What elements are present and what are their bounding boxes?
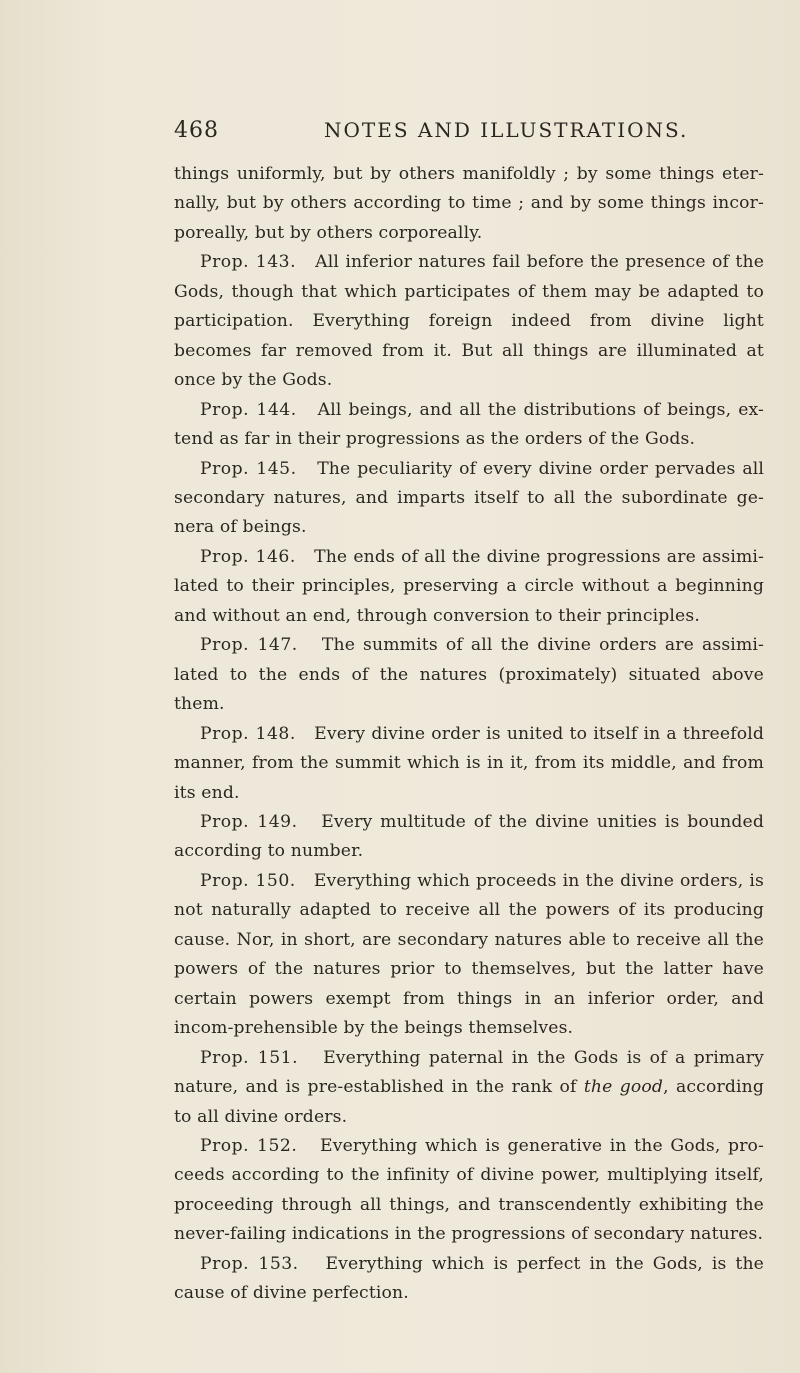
paragraph-prop-147 <box>174 631 764 719</box>
paragraph-text: Everything which is perfect in the Gods, is the cause of divine perfection. <box>174 1253 764 1304</box>
paragraph-prop-146 <box>174 543 764 631</box>
prop-label: Prop. 148. <box>200 723 296 744</box>
prop-label: Prop. 147. <box>200 635 298 656</box>
paragraph-text: Every divine order is united to itself in a threefold manner, from the summit which is in it, from its middle, and from its end. <box>174 723 765 803</box>
prop-label: Prop. 150. <box>200 870 296 891</box>
prop-label: Prop. 149. <box>200 811 298 832</box>
running-head <box>174 118 764 148</box>
paragraph-text: The summits of all the divine orders are assimi-lated to the ends of the natures (proximately) situated above them. <box>174 635 764 715</box>
paragraph-text: The peculiarity of every divine order pervades all secondary natures, and imparts itself to all the subordinate ge-nera of beings. <box>174 458 765 538</box>
paragraph-prop-152 <box>174 1132 764 1250</box>
body-text <box>174 160 764 1309</box>
italic-phrase: the good <box>583 1077 664 1098</box>
paragraph-prop-149 <box>174 808 764 867</box>
paragraph-text: Everything paternal in the Gods is of a primary nature, and is pre-established in the rank of <box>174 1047 765 1098</box>
prop-label: Prop. 143. <box>200 252 297 273</box>
page-number: 468 <box>174 118 219 143</box>
prop-label: Prop. 152. <box>200 1135 298 1156</box>
paragraph-text: All inferior natures fail before the presence of the Gods, though that which participates of them may be adapted to participation. Everything foreign indeed from divine light becomes far removed from it. But all things are illuminated at once by the Gods. <box>174 252 765 391</box>
paragraph-text: Every multitude of the divine unities is bounded according to number. <box>174 811 765 862</box>
paragraph-text: things uniformly, but by others manifoldly ; by some things eter-nally, but by others according to time ; and by some things incor-poreally, but by others corporeally. <box>174 164 764 243</box>
paragraph-text: All beings, and all the distributions of beings, ex-tend as far in their progressions as the orders of the Gods. <box>174 399 765 450</box>
paragraph-prop-145 <box>174 455 764 543</box>
prop-label: Prop. 145. <box>200 458 297 479</box>
paragraph-continuation <box>174 160 764 248</box>
paragraph-text: The ends of all the divine progressions are assimi-lated to their principles, preserving a circle without a beginning and without an end, through conversion to their principles. <box>174 546 765 626</box>
prop-label: Prop. 144. <box>200 399 297 420</box>
prop-label: Prop. 151. <box>200 1047 299 1068</box>
prop-label: Prop. 153. <box>200 1253 299 1274</box>
paragraph-prop-143 <box>174 248 764 395</box>
paragraph-prop-144 <box>174 396 764 455</box>
paragraph-prop-148 <box>174 720 764 808</box>
paragraph-text: , according to all divine orders. <box>174 1077 764 1127</box>
page-title: NOTES AND ILLUSTRATIONS. <box>324 118 689 142</box>
paragraph-text: Everything which proceeds in the divine orders, is not naturally adapted to receive all the powers of its producing cause. Nor, in short, are secondary natures able to receive all the powers of the natures prior to themselves, but the latter have certain powers exempt from things in an inferior order, and incom-prehensible by the beings themselves. <box>174 870 764 1039</box>
paragraph-prop-151 <box>174 1044 764 1132</box>
prop-label: Prop. 146. <box>200 546 296 567</box>
paragraph-prop-150 <box>174 867 764 1044</box>
paragraph-prop-153 <box>174 1250 764 1309</box>
paragraph-text: Everything which is generative in the Gods, pro-ceeds according to the infinity of divine power, multiplying itself, proceeding through all things, and transcendently exhibiting the never-failing indications in the progressions of secondary natures. <box>174 1135 765 1245</box>
